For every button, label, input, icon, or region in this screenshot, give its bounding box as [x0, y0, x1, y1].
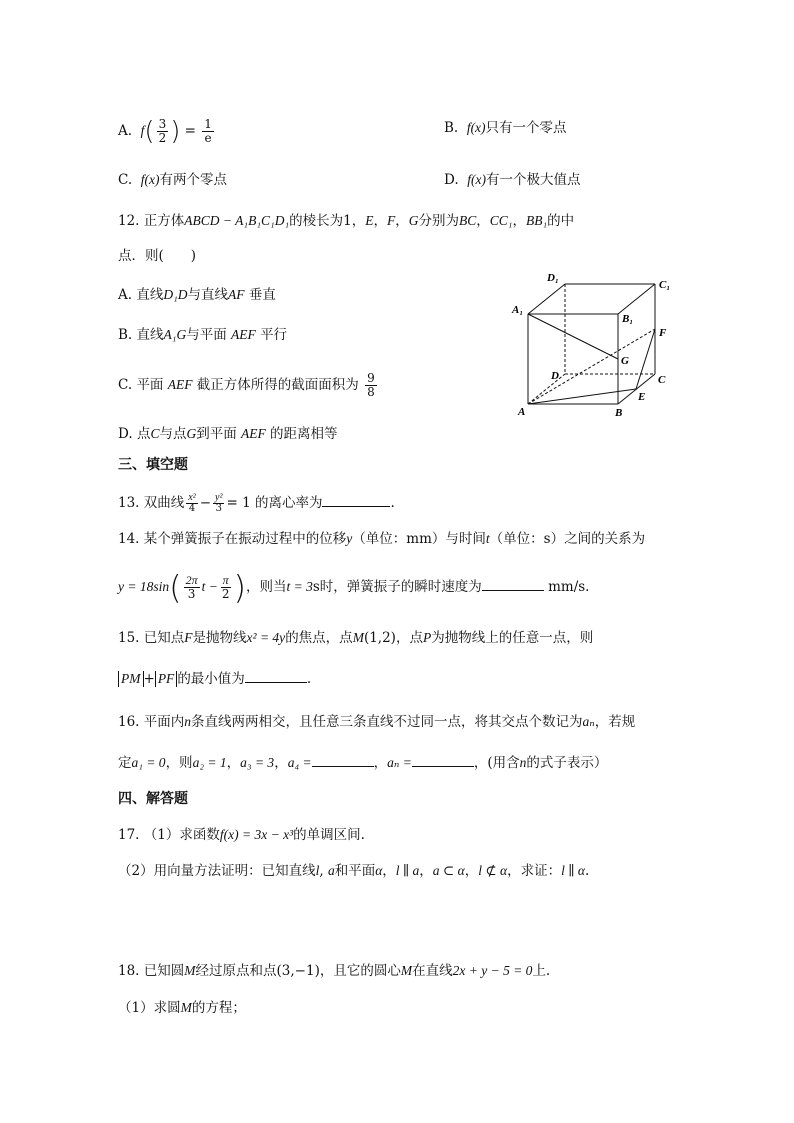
math: f(x) = 3x − x³: [219, 827, 294, 842]
text: ，: [274, 755, 288, 771]
text: mm/s.: [548, 579, 590, 595]
section-title: 三、填空题: [118, 457, 188, 473]
question-number: 14.: [118, 531, 140, 547]
q12-stem-line1: 12. 正方体ABCD − A₁B₁C₁D₁的棱长为1，E，F，G分别为BC，CC₁，BB₁的中: [118, 213, 575, 229]
text: 垂直: [248, 287, 276, 303]
math: x² = 4y: [246, 630, 286, 645]
option-label: D.: [444, 172, 459, 188]
math: l ⊄ α: [478, 863, 508, 878]
fraction: [186, 493, 197, 514]
text: 的中: [547, 213, 575, 229]
label-D: D: [551, 370, 559, 382]
cube-figure: [505, 268, 685, 423]
text: 上.: [532, 963, 551, 979]
section-title: 四、解答题: [118, 791, 188, 807]
text: 到平面: [196, 426, 237, 442]
q12-option-d: [118, 424, 338, 444]
text: 与点: [159, 426, 187, 442]
question-number: 18.: [118, 963, 140, 979]
label-G: G: [621, 355, 629, 367]
math: (1,2): [363, 630, 396, 646]
math-CC1: CC₁: [489, 213, 513, 228]
math: a ⊂ α: [432, 863, 465, 878]
q17-part2: [118, 861, 589, 881]
text: 点: [136, 426, 151, 442]
text: .: [306, 671, 312, 687]
math: F: [184, 630, 193, 645]
q14-line2: y = 18sin( $\frac{2\pi}{3}$ t − $\frac{\pi}{2}$ )，则当t = 3s时，弹簧振子的瞬时速度为 mm/s.: [118, 568, 590, 607]
text: 截正方体所得的截面面积为: [196, 377, 359, 393]
math-edge: 1: [343, 213, 352, 229]
math-f: f: [140, 123, 145, 138]
text: ，若规: [594, 714, 636, 730]
text: （1）求圆: [118, 1000, 181, 1016]
math-fx: f(x): [466, 120, 486, 135]
option-text: 有两个零点: [159, 172, 227, 188]
option-label: B.: [444, 120, 459, 136]
text: 经过原点和点: [195, 963, 277, 979]
math: C: [150, 426, 160, 441]
label-F: F: [659, 327, 667, 339]
text: （单位：s）之间的关系为: [489, 531, 646, 547]
answer-blank[interactable]: [412, 752, 474, 767]
question-number: 15.: [118, 630, 140, 646]
text: 在直线: [412, 963, 453, 979]
math: aₙ =: [387, 755, 412, 770]
text: 某个弹簧振子在振动过程中的位移: [143, 531, 347, 547]
text: 平面: [136, 377, 164, 393]
text: ，则: [165, 755, 193, 771]
label-A: A: [518, 406, 526, 418]
q11-option-a: A. f( $\frac{3}{2}$ ) = $\frac{1}{e}$: [118, 116, 212, 147]
text: 双曲线: [143, 495, 185, 511]
text: ，: [226, 755, 241, 771]
text: ，: [373, 755, 388, 771]
math: M: [184, 963, 196, 978]
text: ，则当: [245, 579, 287, 595]
fraction: [157, 118, 169, 145]
math: AEF: [167, 377, 193, 392]
numerator: 1: [204, 117, 212, 131]
text: 已知点: [143, 630, 185, 646]
text: ，: [419, 863, 433, 879]
text: 和平面: [334, 863, 376, 879]
q12-option-a: [118, 285, 276, 305]
text: ，求证：: [507, 863, 562, 879]
fraction: [213, 493, 224, 514]
math: y = 18sin: [118, 579, 170, 594]
q16-line1: [118, 712, 635, 732]
numerator: y²: [215, 492, 223, 503]
option-text: 有一个极大值点: [485, 172, 581, 188]
numerator: 3: [158, 117, 167, 131]
math: n: [184, 714, 192, 729]
text: 的焦点，点: [285, 630, 353, 646]
text: ，(用含: [473, 755, 520, 771]
label-E: E: [638, 391, 646, 403]
math: n: [519, 755, 527, 770]
math-G: G: [408, 213, 419, 228]
fraction: [220, 574, 232, 601]
text: 平面内: [143, 714, 185, 730]
math: AF: [228, 287, 245, 302]
text: （2）用向量方法证明：已知直线: [118, 863, 316, 879]
text: 与直线: [187, 287, 229, 303]
q11-option-c: [118, 170, 227, 190]
option-label: C.: [118, 172, 133, 188]
math: t −: [201, 579, 218, 594]
math: AEF: [241, 426, 266, 441]
numerator: 9: [367, 371, 375, 385]
q11-option-d: [444, 170, 580, 190]
math: y: [346, 531, 353, 546]
text: 的距离相等: [270, 426, 338, 442]
numerator: 2π: [185, 573, 198, 587]
math: t = 3: [286, 579, 313, 594]
q12-option-c: [118, 372, 379, 399]
math-abs: PF: [155, 671, 178, 687]
text: 的离心率为: [254, 495, 323, 511]
text: ，点: [395, 630, 423, 646]
question-number: 13.: [118, 495, 140, 511]
option-label: C.: [118, 377, 133, 393]
math: M: [400, 963, 413, 978]
equals: = 1: [226, 495, 251, 511]
math: a₁ = 0: [131, 755, 166, 770]
text: 直线: [136, 287, 164, 303]
math: G: [186, 426, 197, 441]
math-abs: PM: [118, 671, 144, 687]
q12-stem-line2: [118, 246, 196, 266]
text: 正方体: [143, 213, 185, 229]
math: D₁D: [163, 287, 188, 302]
q17-part1: [118, 825, 365, 845]
text: 的最小值为: [177, 671, 245, 687]
answer-blank[interactable]: [312, 752, 374, 767]
math: a: [327, 863, 335, 878]
math: l: [315, 863, 320, 878]
math: (3,−1): [276, 963, 320, 979]
fraction: [202, 118, 214, 145]
denominator: 8: [367, 385, 375, 399]
q13: 13. 双曲线 $\frac{\text{x²}}{4}$ − $\frac{\text{y²}}{3}$ = 1 的离心率为 .: [118, 492, 395, 514]
label-A1: A₁: [512, 304, 524, 316]
math: 2x + y − 5 = 0: [452, 963, 533, 978]
text: ，: [464, 863, 479, 879]
label-D1: D₁: [547, 272, 559, 284]
text: 与平面: [186, 327, 227, 343]
math: α: [375, 863, 383, 878]
text: .: [584, 863, 590, 879]
math: A₁G: [163, 327, 187, 342]
option-label: A.: [118, 287, 133, 303]
text: 点．则( ): [118, 248, 197, 264]
text: 条直线两两相交，且任意三条直线不过同一点，将其交点个数记为: [191, 714, 583, 730]
text: s时，弹簧振子的瞬时速度为: [312, 579, 482, 595]
option-text: 只有一个零点: [485, 120, 567, 136]
text: .: [390, 495, 395, 511]
text: 的棱长为: [289, 213, 344, 229]
math: M: [352, 630, 364, 645]
text: 分别为: [418, 213, 460, 229]
text: 已知圆: [143, 963, 185, 979]
text: （单位：mm）与时间: [352, 531, 486, 547]
question-number: 12.: [118, 213, 140, 229]
equals: =: [184, 123, 196, 139]
text: ,: [319, 863, 324, 879]
answer-blank[interactable]: [482, 576, 544, 591]
denominator: 3: [187, 587, 196, 601]
math: a₄ =: [287, 755, 312, 770]
math: t: [485, 531, 490, 546]
option-label: D.: [118, 426, 133, 442]
label-B1: B₁: [622, 313, 634, 325]
text: 的单调区间.: [293, 827, 365, 843]
q15-line2: [118, 668, 311, 689]
math-fx: f(x): [140, 172, 160, 187]
denominator: 2: [158, 131, 167, 145]
fraction: [365, 372, 377, 399]
option-label: A.: [118, 123, 133, 139]
denominator: 2: [221, 587, 230, 601]
fraction: [184, 574, 200, 601]
text: 为抛物线上的任意一点，则: [431, 630, 594, 646]
text: +: [143, 671, 155, 687]
math: a₂ = 1: [192, 755, 227, 770]
text: 定: [118, 755, 132, 771]
text: 平行: [260, 327, 288, 343]
denominator: 3: [215, 503, 222, 514]
math-F: F: [387, 213, 396, 228]
q16-line2: [118, 752, 607, 773]
math: a₃ = 3: [240, 755, 275, 770]
math-BC: BC: [459, 213, 477, 228]
math: M: [180, 1000, 192, 1015]
answer-blank[interactable]: [322, 492, 390, 507]
text: （1）求函数: [143, 827, 220, 843]
text: 是抛物线: [192, 630, 247, 646]
text: 的方程；: [191, 1000, 246, 1016]
math: l ∥ α: [561, 863, 585, 878]
text: ，且它的圆心: [319, 963, 401, 979]
numerator: x²: [188, 492, 196, 503]
math-cube: ABCD − A₁B₁C₁D₁: [184, 213, 290, 228]
numerator: π: [222, 573, 229, 587]
math: aₙ: [582, 714, 595, 729]
q15-line1: [118, 628, 593, 648]
label-C1: C₁: [659, 279, 671, 291]
q14-line1: [118, 529, 645, 549]
math-E: E: [365, 213, 374, 228]
q11-option-b: [444, 118, 567, 138]
text: 直线: [136, 327, 164, 343]
label-B: B: [615, 407, 623, 419]
q18-stem: [118, 961, 550, 981]
question-number: 17.: [118, 827, 140, 843]
math: l ∥ a: [395, 863, 420, 878]
denominator: e: [204, 131, 212, 145]
math-BB1: BB₁: [525, 213, 548, 228]
math-fx: f(x): [467, 172, 486, 187]
option-label: B.: [118, 327, 133, 343]
question-number: 16.: [118, 714, 140, 730]
q12-option-b: [118, 325, 287, 345]
answer-blank[interactable]: [245, 668, 307, 683]
q18-part1: [118, 998, 246, 1018]
text: 的式子表示）: [526, 755, 608, 771]
math: P: [422, 630, 432, 645]
math: AEF: [231, 327, 256, 342]
text: ，: [382, 863, 396, 879]
text: ，: [351, 213, 366, 229]
denominator: 4: [188, 503, 196, 514]
label-C: C: [658, 374, 666, 386]
